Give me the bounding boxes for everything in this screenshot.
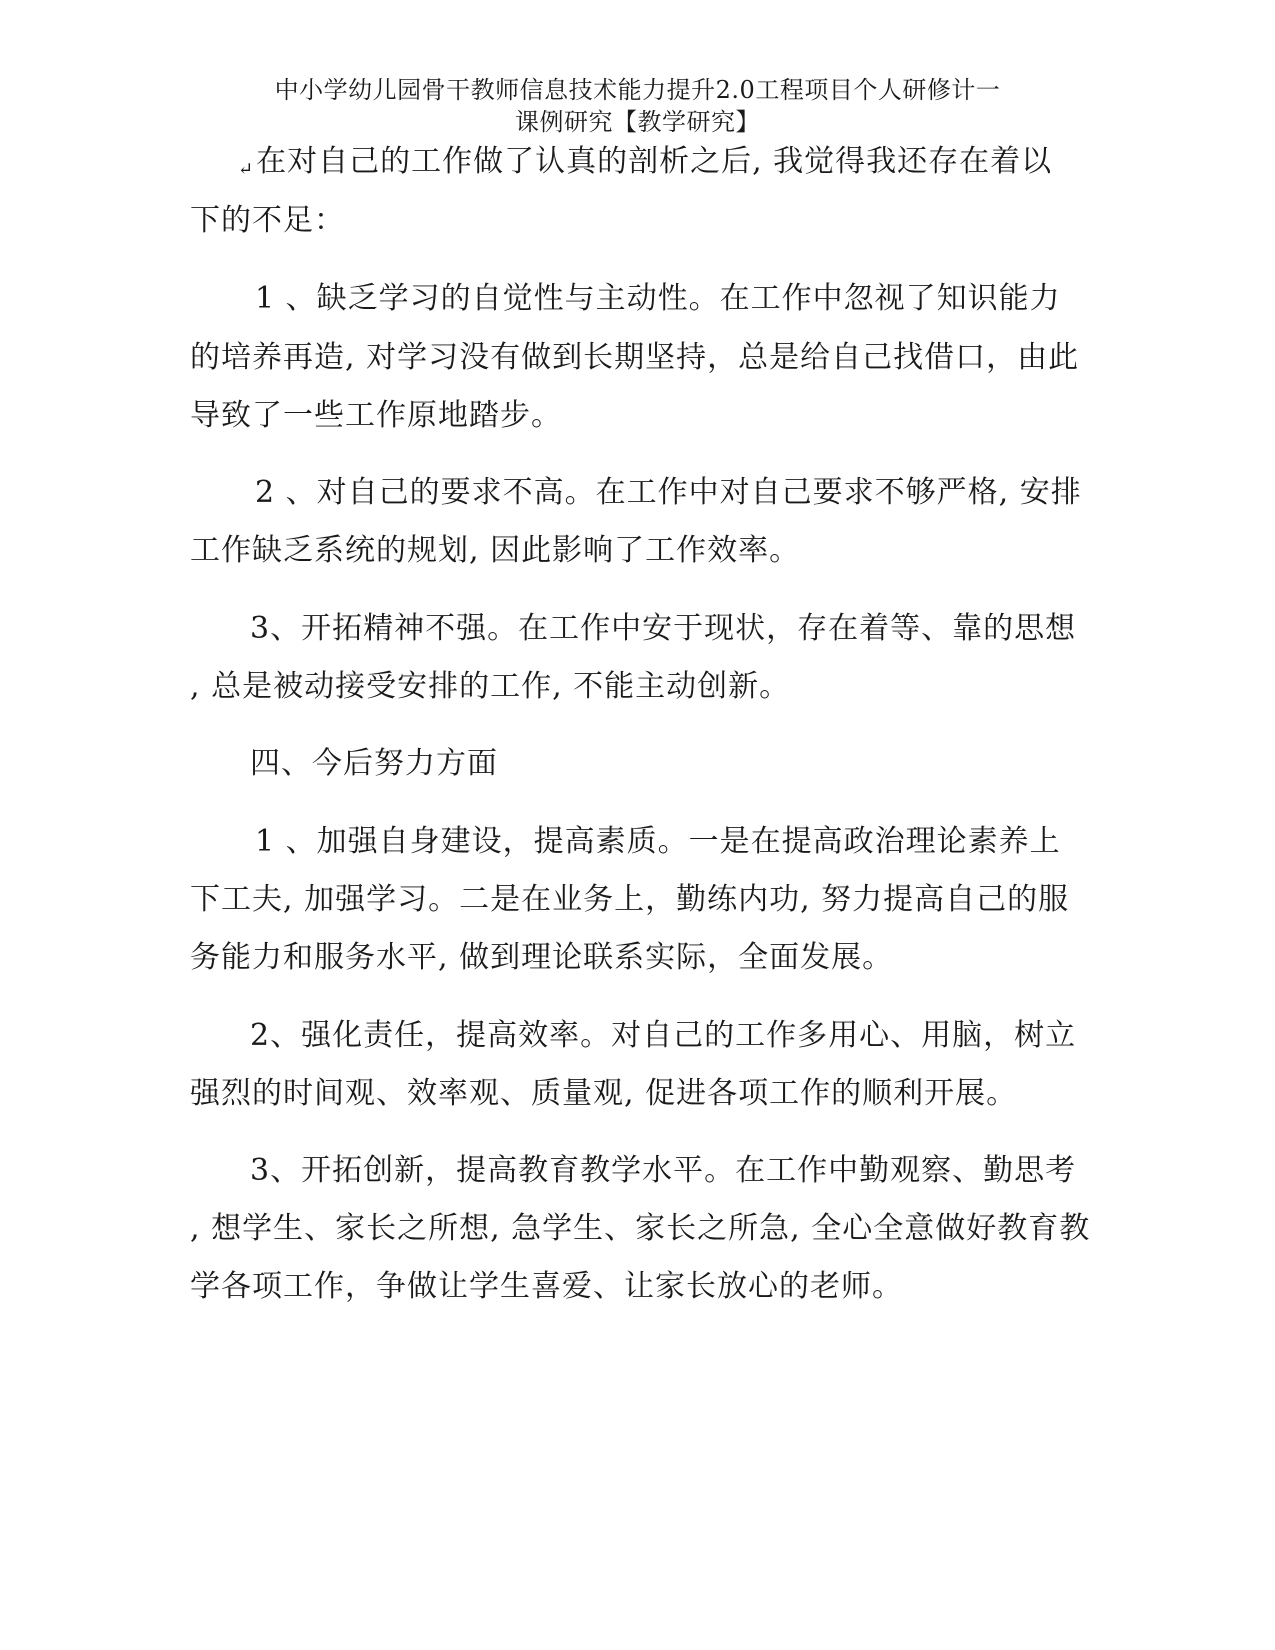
effort-3-line-1: 3、开拓创新，提高教育教学水平。在工作中勤观察、勤思考: [250, 1153, 1077, 1188]
document-title-line-2: 课例研究【教学研究】: [515, 108, 760, 136]
shortcoming-1-line-1: 1 、缺乏学习的自觉性与主动性。在工作中忽视了知识能力: [255, 281, 1061, 316]
document-title-line-1: 中小学幼儿园骨干教师信息技术能力提升2.0工程项目个人研修计一: [274, 76, 1001, 104]
shortcoming-2-line-1: 2 、对自己的要求不高。在工作中对自己要求不够严格, 安排: [255, 475, 1082, 510]
effort-2-line-1: 2、强化责任，提高效率。对自己的工作多用心、用脑，树立: [250, 1018, 1077, 1053]
shortcoming-1-line-2: 的培养再造, 对学习没有做到长期坚持，总是给自己找借口，由此: [190, 340, 1080, 375]
shortcoming-1-line-3: 导致了一些工作原地踏步。: [190, 398, 562, 433]
paragraph-mark-icon: ↵: [238, 159, 255, 180]
paragraph-intro-text: 在对自己的工作做了认真的剖析之后, 我觉得我还存在着以: [256, 144, 1053, 179]
shortcoming-2-line-2: 工作缺乏系统的规划, 因此影响了工作效率。: [190, 533, 801, 568]
effort-3-line-2: , 想学生、家长之所想, 急学生、家长之所急, 全心全意做好教育教: [190, 1211, 1091, 1246]
shortcoming-3-line-1: 3、开拓精神不强。在工作中安于现状，存在着等、靠的思想: [250, 611, 1077, 646]
effort-1-line-2: 下工夫, 加强学习。二是在业务上，勤练内功, 努力提高自己的服: [190, 882, 1070, 917]
effort-1-line-3: 务能力和服务水平, 做到理论联系实际，全面发展。: [190, 940, 894, 975]
shortcoming-3-line-2: , 总是被动接受安排的工作, 不能主动创新。: [190, 669, 791, 704]
effort-1-line-1: 1 、加强自身建设，提高素质。一是在提高政治理论素养上: [255, 824, 1061, 859]
effort-2-line-2: 强烈的时间观、效率观、质量观, 促进各项工作的顺利开展。: [190, 1076, 1018, 1111]
section-heading-four: 四、今后努力方面: [250, 746, 498, 781]
effort-3-line-3: 学各项工作，争做让学生喜爱、让家长放心的老师。: [190, 1269, 903, 1304]
paragraph-intro-line-1: [238, 142, 1052, 186]
paragraph-intro-line-2: 下的不足：: [190, 203, 345, 238]
